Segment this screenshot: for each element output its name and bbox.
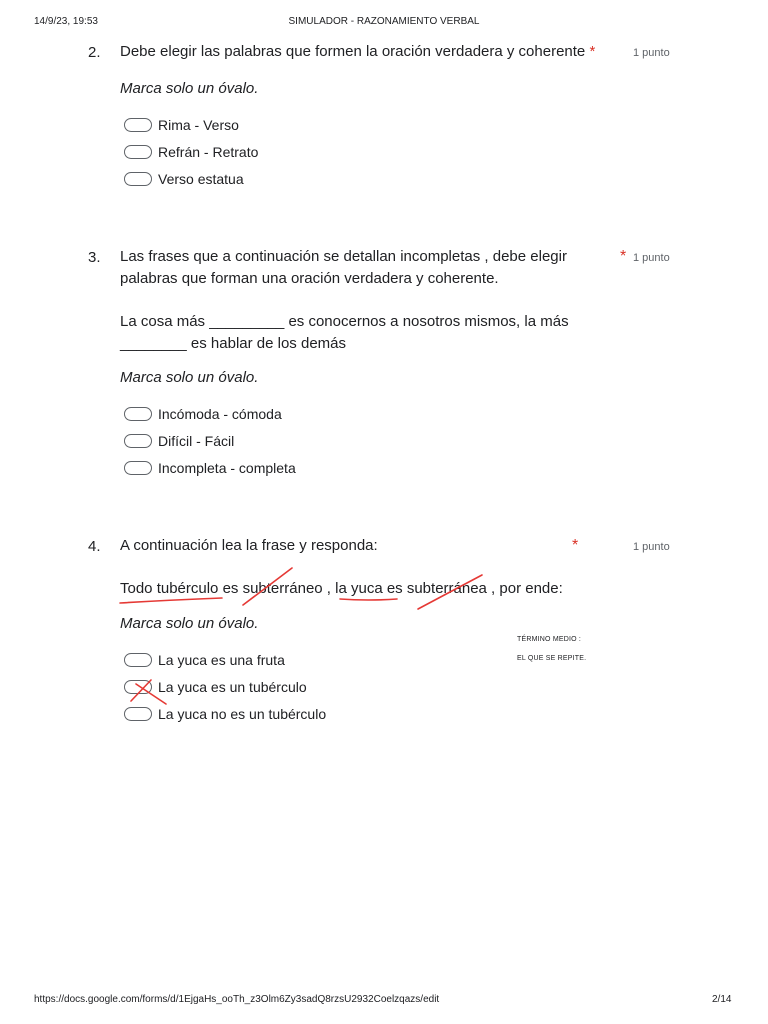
question-number: 3. (88, 249, 101, 266)
option-label: La yuca no es un tubérculo (158, 706, 327, 722)
option-verso-estatua[interactable] (124, 170, 244, 188)
radio-oval[interactable] (124, 145, 152, 159)
required-asterisk: * (572, 537, 579, 554)
question-sentence-line1: La cosa más _________ es conocernos a nosotros mismos, la más (120, 313, 569, 330)
radio-oval[interactable] (124, 172, 152, 186)
radio-oval[interactable] (124, 707, 152, 721)
question-text: A continuación lea la frase y responda: (120, 537, 378, 554)
radio-oval[interactable] (124, 118, 152, 132)
question-hint: Marca solo un óvalo. (120, 369, 259, 386)
option-label: Difícil - Fácil (158, 433, 235, 449)
question-number: 2. (88, 44, 101, 61)
option-label: La yuca es una fruta (158, 652, 285, 668)
radio-oval[interactable] (124, 461, 152, 475)
question-points: 1 punto (633, 541, 670, 553)
question-hint: Marca solo un óvalo. (120, 615, 259, 632)
radio-oval[interactable] (124, 653, 152, 667)
radio-oval[interactable] (124, 407, 152, 421)
option-yuca-no-tuberculo[interactable] (124, 705, 326, 723)
option-label: Verso estatua (158, 171, 244, 187)
question-points: 1 punto (633, 47, 670, 59)
handwritten-note-1: TÉRMINO MEDIO : (517, 636, 582, 643)
required-asterisk: * (620, 248, 627, 265)
radio-oval-selected[interactable] (124, 680, 152, 694)
page-header-title: SIMULADOR - RAZONAMIENTO VERBAL (288, 16, 480, 27)
option-incompleta-completa[interactable] (124, 459, 296, 477)
option-label: La yuca es un tubérculo (158, 679, 307, 695)
option-label: Rima - Verso (158, 117, 239, 133)
page-number: 2/14 (712, 994, 732, 1005)
option-rima-verso[interactable] (124, 116, 239, 134)
option-label: Incómoda - cómoda (158, 406, 282, 422)
question-text-line2: palabras que forman una oración verdadera y coherente. (120, 270, 499, 287)
option-refran-retrato[interactable] (124, 143, 258, 161)
required-asterisk: * (589, 43, 596, 60)
handwritten-note-2: EL QUE SE REPITE. (517, 655, 587, 662)
option-dificil-facil[interactable] (124, 432, 234, 450)
question-sentence-line2: ________ es hablar de los demás (120, 335, 346, 352)
option-yuca-tuberculo[interactable] (124, 678, 307, 696)
radio-oval[interactable] (124, 434, 152, 448)
question-sentence: Todo tubérculo es subterráneo , la yuca es subterránea , por ende: (120, 580, 563, 597)
question-points: 1 punto (633, 252, 670, 264)
footer-url: https://docs.google.com/forms/d/1EjgaHs_ooTh_z3Olm6Zy3sadQ8rzsU2932Coelzqazs/edit (34, 994, 440, 1005)
question-number: 4. (88, 538, 101, 555)
question-text (120, 41, 595, 63)
question-text-content: Debe elegir las palabras que formen la oración verdadera y coherente (120, 43, 586, 60)
option-incomoda-comoda[interactable] (124, 405, 282, 423)
option-label: Incompleta - completa (158, 460, 296, 476)
option-yuca-fruta[interactable] (124, 651, 285, 669)
question-text-line1: Las frases que a continuación se detallan incompletas , debe elegir (120, 248, 567, 265)
print-datetime: 14/9/23, 19:53 (34, 16, 98, 27)
option-label: Refrán - Retrato (158, 144, 259, 160)
question-hint: Marca solo un óvalo. (120, 80, 259, 97)
